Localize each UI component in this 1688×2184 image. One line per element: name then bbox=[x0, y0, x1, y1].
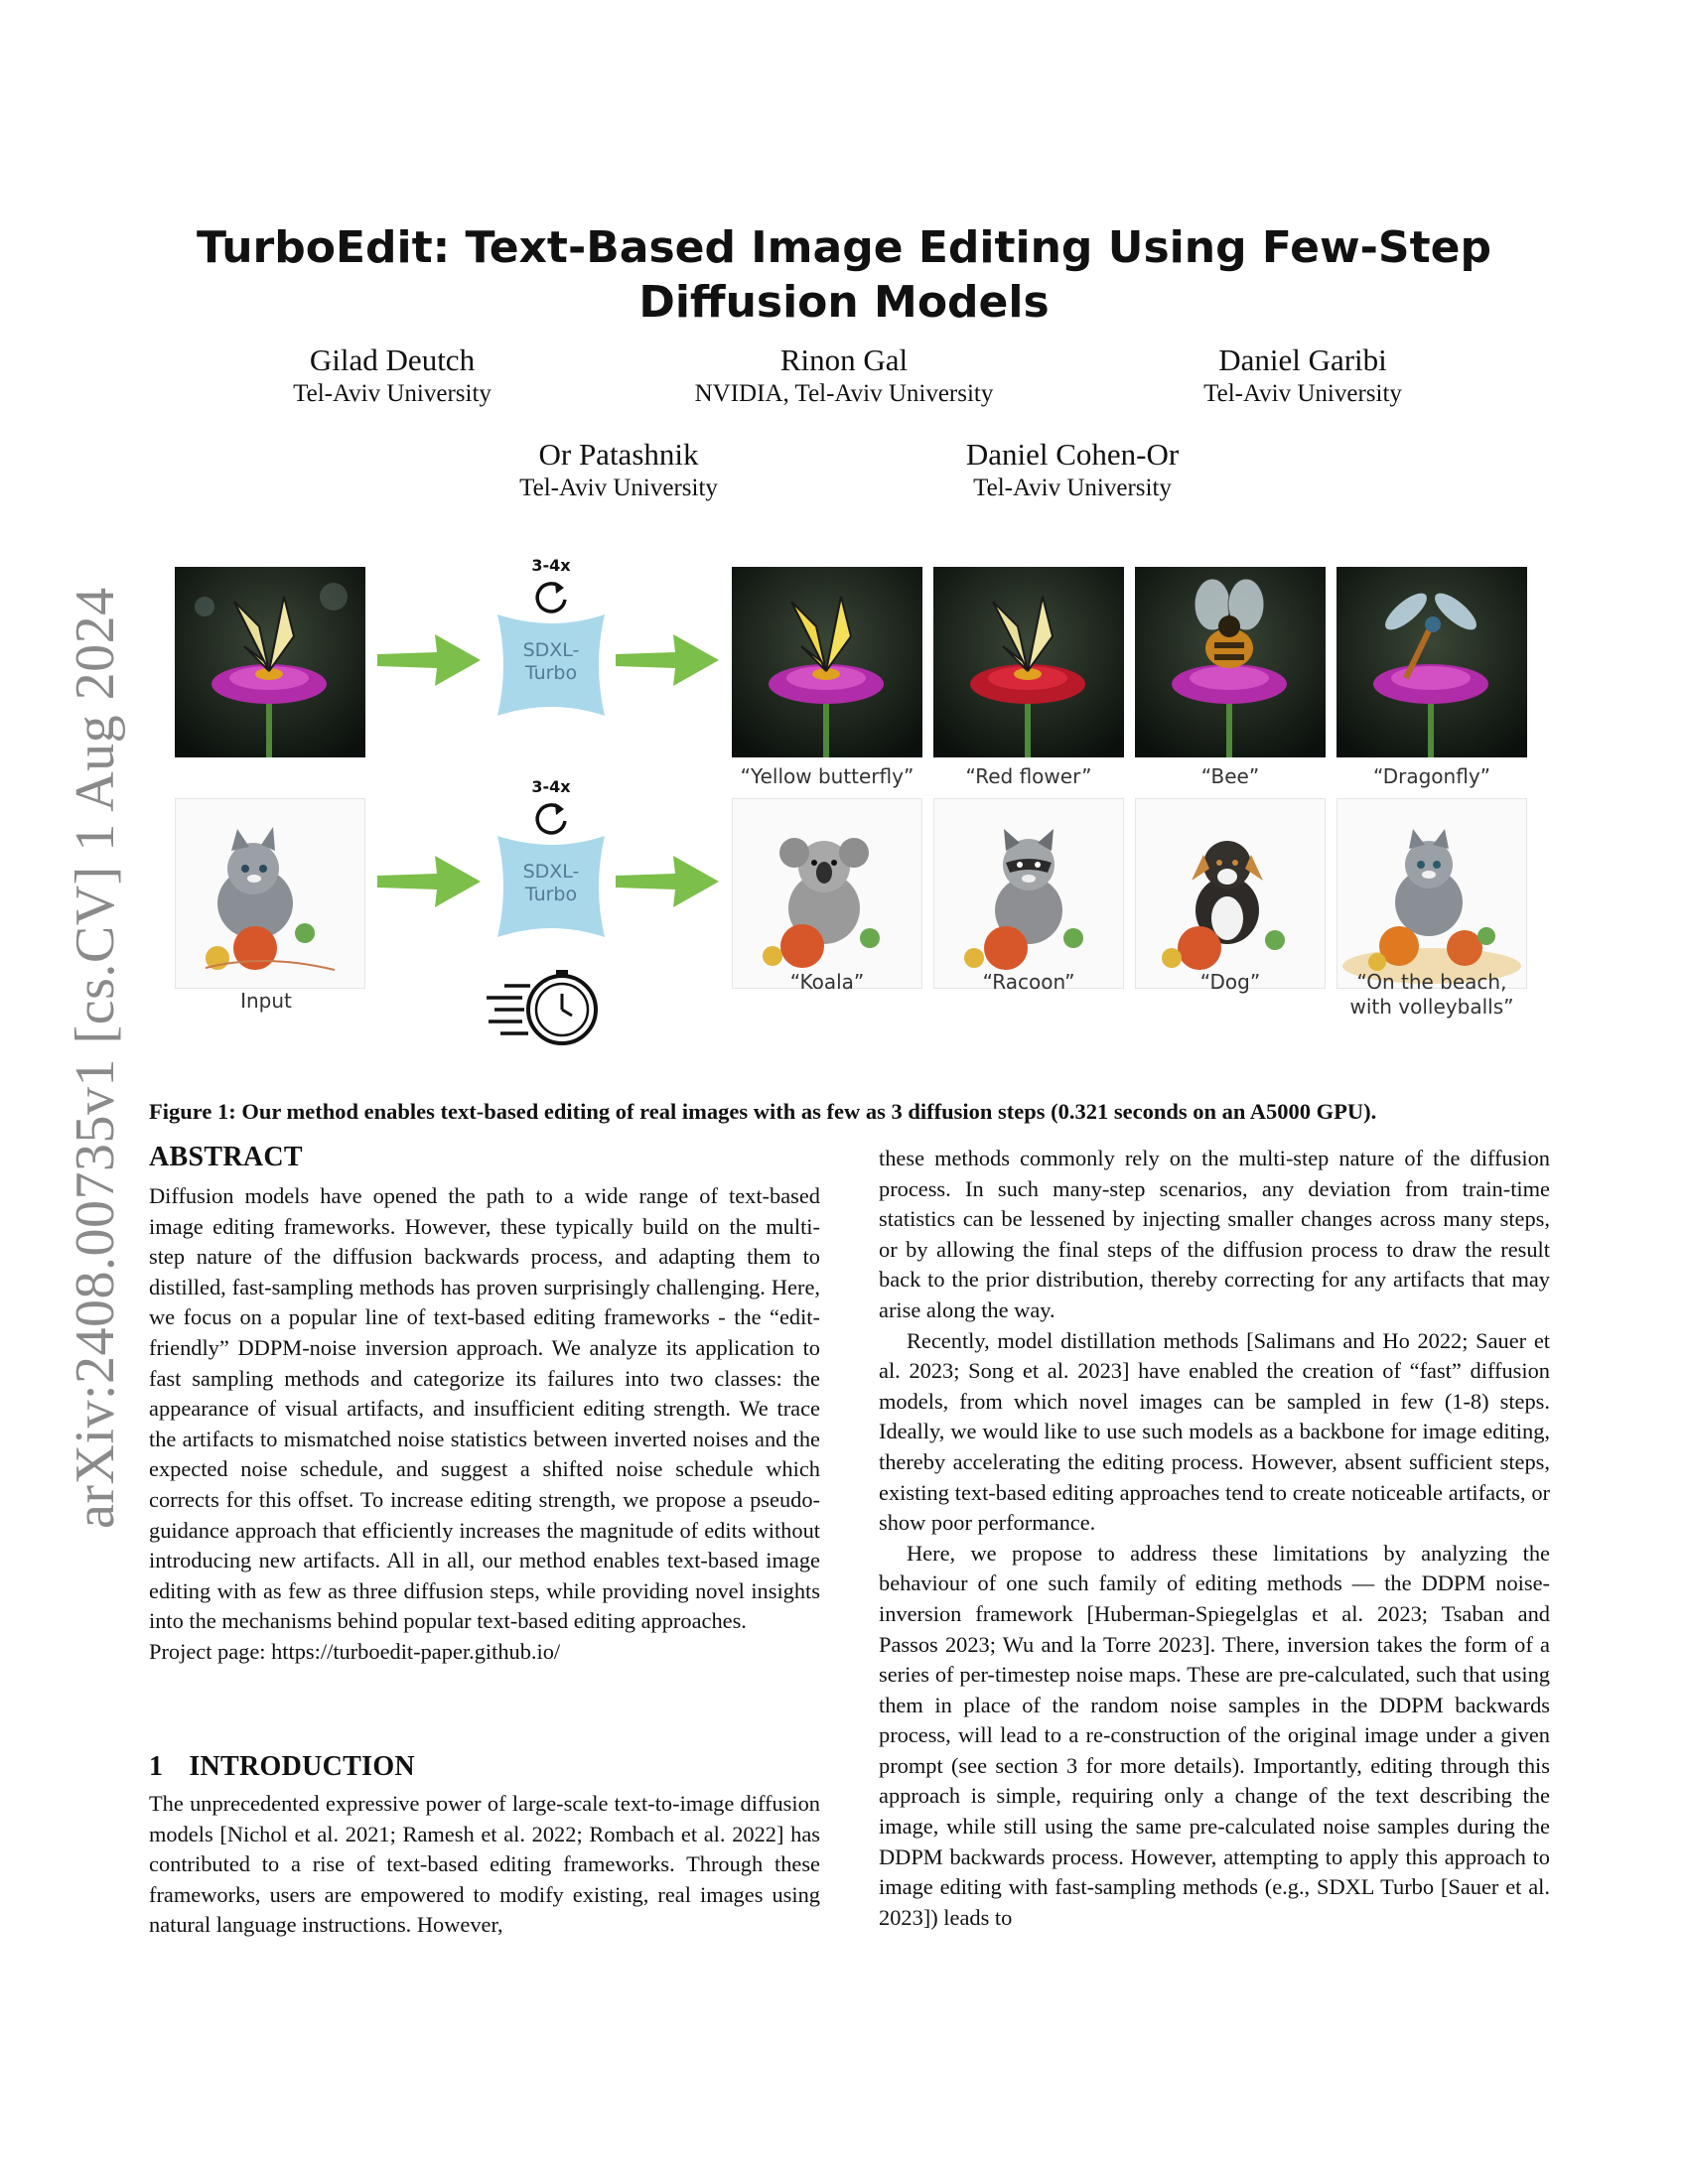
right-arrow-icon bbox=[614, 850, 721, 913]
refresh-icon bbox=[531, 578, 571, 617]
introduction-paragraph-1: The unprecedented expressive power of large-scale text-to-image diffusion models [Nichol et al. 2021; Ramesh et al. 2022; Rombach et al. 2022] has contributed to a rise of text-based editing frameworks. Through these frameworks, users are empowered to modify existing, real images using natural language instructions. However, bbox=[149, 1791, 820, 1938]
right-arrow-icon bbox=[375, 628, 483, 692]
author-affiliation: Tel-Aviv University bbox=[1203, 380, 1402, 407]
project-page-link: Project page: https://turboedit-paper.github.io/ bbox=[149, 1638, 561, 1664]
sdxl-turbo-label: SDXL- Turbo bbox=[522, 861, 580, 905]
output-image-koala bbox=[732, 798, 922, 989]
author-name: Daniel Cohen-Or bbox=[965, 437, 1180, 472]
steps-label: 3-4x bbox=[531, 556, 571, 575]
input-label: Input bbox=[240, 989, 292, 1013]
stopwatch-speed-icon bbox=[485, 968, 602, 1047]
author-name: Rinon Gal bbox=[779, 342, 909, 377]
introduction-paragraph-2: Recently, model distillation methods [Salimans and Ho 2022; Sauer et al. 2023; Song et al. 2023] have enabled the creation of “fast” diffusion models, from which novel images can be sampled in few (1-8) steps. Ideally, we would like to use such models as a backbone for image editing, thereby accelerating the editing process. However, absent sufficient steps, existing text-based editing approaches tend to create noticeable artifacts, or show poor performance. bbox=[879, 1327, 1550, 1536]
output-image-dog bbox=[1135, 798, 1326, 989]
right-arrow-icon bbox=[375, 850, 483, 913]
output-caption: “Dragonfly” bbox=[1372, 764, 1491, 788]
author-block bbox=[184, 342, 601, 410]
output-image-dragonfly bbox=[1336, 567, 1527, 757]
right-column bbox=[879, 1144, 1550, 1933]
author-block bbox=[864, 437, 1281, 504]
output-caption: “Yellow butterfly” bbox=[740, 764, 914, 788]
output-image-kitten-beach bbox=[1336, 798, 1527, 989]
output-image-red-flower bbox=[933, 567, 1124, 757]
paper-title: TurboEdit: Text-Based Image Editing Using Few-Step Diffusion Models bbox=[197, 222, 1491, 328]
author-affiliation: Tel-Aviv University bbox=[519, 475, 718, 501]
output-caption: “Koala” bbox=[789, 970, 865, 994]
arxiv-sidebar-id: arXiv:2408.00735v1 [cs.CV] 1 Aug 2024 bbox=[65, 587, 126, 1529]
output-image-racoon bbox=[933, 798, 1124, 989]
output-image-yellow-butterfly bbox=[732, 567, 922, 757]
output-caption: “Bee” bbox=[1200, 764, 1260, 788]
author-name: Gilad Deutch bbox=[309, 342, 476, 377]
abstract-heading: ABSTRACT bbox=[149, 1142, 303, 1172]
input-image-butterfly bbox=[175, 567, 365, 757]
output-caption: “Racoon” bbox=[982, 970, 1075, 994]
author-block bbox=[1094, 342, 1511, 410]
left-column bbox=[149, 1181, 820, 1668]
author-affiliation: NVIDIA, Tel-Aviv University bbox=[694, 380, 994, 407]
output-caption: “On the beach, with volleyballs” bbox=[1349, 970, 1514, 1019]
sdxl-turbo-label: SDXL- Turbo bbox=[522, 639, 580, 684]
author-affiliation: Tel-Aviv University bbox=[293, 380, 492, 407]
figure-caption: Figure 1: Our method enables text-based editing of real images with as few as 3 diffusion steps (0.321 seconds on an A5000 GPU). bbox=[149, 1099, 1377, 1124]
output-caption: “Red flower” bbox=[965, 764, 1092, 788]
author-name: Or Patashnik bbox=[538, 437, 699, 472]
author-name: Daniel Garibi bbox=[1218, 342, 1387, 377]
abstract-text: Diffusion models have opened the path to a wide range of text-based image editing frameworks. However, these typically build on the multi-step nature of the diffusion backwards process, and adapting them to distilled, fast-sampling methods has proven surprisingly challenging. Here, we focus on a popular line of text-based editing frameworks - the “edit-friendly” DDPM-noise inversion approach. We analyze its application to fast sampling methods and categorize its failures into two classes: the appearance of visual artifacts, and insufficient editing strength. We trace the artifacts to mismatched noise statistics between inverted noises and the expected noise schedule, and suggest a shifted noise schedule which corrects for this offset. To increase editing strength, we propose a pseudo-guidance approach that efficiently increases the magnitude of edits without introducing new artifacts. All in all, our method enables text-based image editing with as few as three diffusion steps, while providing novel insights into the mechanisms behind popular text-based editing approaches. bbox=[149, 1183, 820, 1634]
introduction-heading: 1 INTRODUCTION bbox=[149, 1751, 415, 1782]
author-block bbox=[635, 342, 1053, 410]
input-image-kitten bbox=[175, 798, 365, 989]
output-image-bee bbox=[1135, 567, 1326, 757]
output-caption: “Dog” bbox=[1199, 970, 1261, 994]
introduction-paragraph-1-cont: these methods commonly rely on the multi-step nature of the diffusion process. In such many-step scenarios, any deviation from train-time statistics can be lessened by injecting smaller changes across many steps, or by allowing the final steps of the diffusion process to draw the result back to the prior distribution, thereby correcting for any artifacts that may arise along the way. bbox=[879, 1146, 1550, 1322]
refresh-icon bbox=[531, 799, 571, 839]
author-affiliation: Tel-Aviv University bbox=[973, 475, 1172, 501]
steps-label: 3-4x bbox=[531, 777, 571, 796]
author-block bbox=[410, 437, 827, 504]
introduction-paragraph-3: Here, we propose to address these limitations by analyzing the behaviour of one such family of editing methods — the DDPM noise-inversion framework [Huberman-Spiegelglas et al. 2023; Tsaban and Passos 2023; Wu and la Torre 2023]. There, inversion takes the form of a series of per-timestep noise maps. These are pre-calculated, such that using them in place of the random noise samples in the DDPM backwards process, will lead to a re-construction of the original image under a given prompt (see section 3 for more details). Importantly, editing through this approach is simple, requiring only a change of the text describing the image, while still using the same pre-calculated noise samples during the DDPM backwards process. However, attempting to apply this approach to image editing with fast-sampling methods (e.g., SDXL Turbo [Sauer et al. 2023]) leads to bbox=[879, 1540, 1550, 1930]
right-arrow-icon bbox=[614, 628, 721, 692]
